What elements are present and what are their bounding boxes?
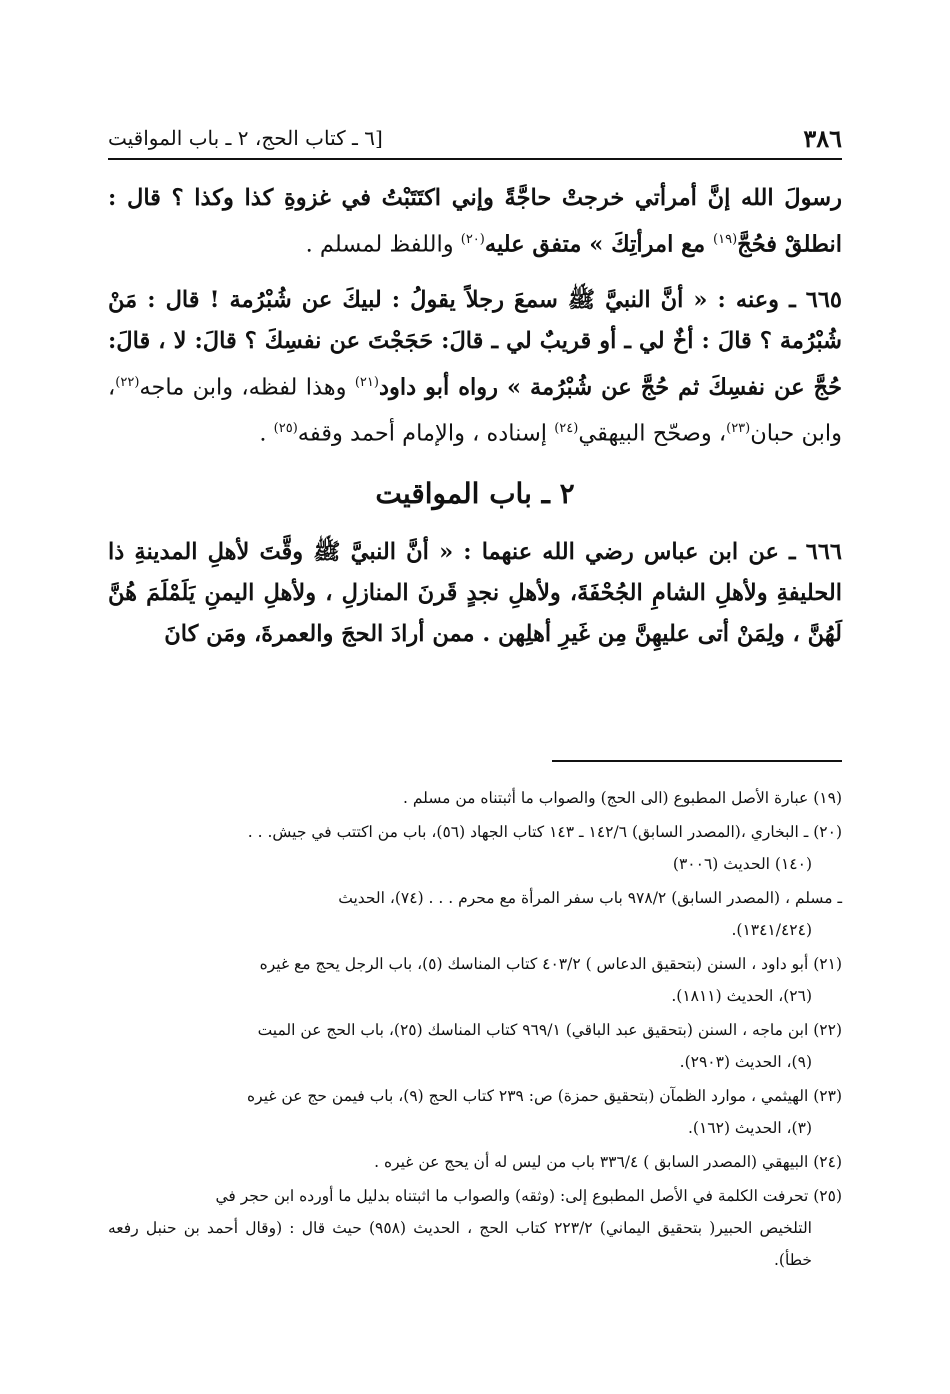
footnote-21: (٢١) أبو داود ، السنن (بتحقيق الدعاس ) ٤٠٣/٢ كتاب المناسك (٥)، باب الرجل يحج مع غيره (٢٦)، الحديث (١٨١١). <box>259 955 842 1005</box>
page-number: ٣٨٦ <box>803 123 842 153</box>
text-run: رسولَ الله إنَّ أمرأتي خرجتْ حاجَّةً وإني اكتَتَبْتُ في غزوةِ كذا وكذا ؟ قال : انطلقْ فحُجَّ <box>108 185 842 258</box>
footnotes <box>108 782 842 1278</box>
running-header <box>108 118 842 160</box>
text-run: وهذا لفظه، وابن ماجه <box>139 374 355 400</box>
main-text <box>108 178 842 669</box>
text-run: واللفظ لمسلم . <box>305 231 461 258</box>
text-run: . <box>259 420 274 447</box>
footnote-19: (١٩) عبارة الأصل المطبوع (الى الحج) والصواب ما أثبتناه من مسلم . <box>403 789 842 807</box>
footnote-ref[interactable]: (٢٤) <box>554 421 579 436</box>
footnote-divider <box>552 760 842 762</box>
footnote-ref[interactable]: (١٩) <box>713 232 738 247</box>
footnote-ref[interactable]: (٢٣) <box>726 421 751 436</box>
running-title: [٦ ـ كتاب الحج، ٢ ـ باب المواقيت <box>108 126 383 150</box>
footnote-22: (٢٢) ابن ماجه ، السنن (بتحقيق عبد الباقي) ٩٦٩/١ كتاب المناسك (٢٥)، باب الحج عن الميت (٩)، الحديث (٢٩٠٣). <box>257 1021 842 1071</box>
footnote-20: (٢٠) ـ البخاري ،(المصدر السابق) ١٤٢/٦ ـ ١٤٣ كتاب الجهاد (٥٦)، باب من اكتتب في جيش. . . (١٤٠) الحديث (٣٠٠٦) <box>247 823 842 873</box>
text-run: ٦٦٥ ـ وعنه : « أنَّ النبيَّ ﷺ سمعَ رجلاً يقولُ : لبيكَ عن شُبْرُمة ! قال : مَنْ شُبْرُمة ؟ قالَ : أخٌ لي ـ أو قريبٌ لي ـ قالَ: حَجَجْتَ عن نفسِكَ ؟ قالَ: لا ، قالَ: حُجَّ عن نفسِكَ ثم حُجَّ عن شُبْرُمة » رواه أبو داود <box>108 286 842 400</box>
hadith-665 <box>108 280 842 455</box>
hadith-666: ٦٦٦ ـ عن ابن عباس رضي الله عنهما : « أنَّ النبيَّ ﷺ وقَّتَ لأهلِ المدينةِ ذا الحليفةِ ولأهلِ الشامِ الجُحْفَةَ، ولأهلِ نجدٍ قَرنَ المنازلِ ، ولأهلِ اليمنِ يَلَمْلَمَ هُنَّ لَهُنَّ ، ولِمَنْ أتى عليهِنَّ مِن غَيرِ أهلِهن . ممن أرادَ الحجَ والعمرةَ، ومَن كانَ <box>108 538 842 647</box>
footnote-ref[interactable]: (٢٥) <box>273 421 298 436</box>
text-run: ، وصحّح البيهقي <box>578 420 727 447</box>
footnote-20-muslim: ـ مسلم ، (المصدر السابق) ٩٧٨/٢ باب سفر المرأة مع محرم . . . (٧٤)، الحديث (١٣٤١/٤٢٤). <box>338 889 842 939</box>
footnote-25: (٢٥) تحرفت الكلمة في الأصل المطبوع إلى: (وثقه) والصواب ما اثبتناه بدليل ما أورده ابن حجر في التلخيص الحبير( بتحقيق اليماني) ٢٢٣/٢ كتاب الحج ، الحديث (٩٥٨) حيث قال : (وقال أحمد بن حنبل رفعه خطأ). <box>108 1187 842 1269</box>
footnote-ref[interactable]: (٢٠) <box>460 232 485 247</box>
footnote-ref[interactable]: (٢١) <box>354 374 379 390</box>
text-run: مع امرأتِكَ » متفق عليه <box>484 231 714 258</box>
section-title: ٢ ـ باب المواقيت <box>375 476 575 510</box>
text-run: إسناده ، والإمام أحمد وقفه <box>297 420 555 447</box>
footnote-24: (٢٤) البيهقي (المصدر السابق ) ٣٣٦/٤ باب من ليس له أن يحج عن غيره . <box>374 1153 842 1171</box>
paragraph-continuation <box>108 178 842 266</box>
text-run: ، وابن حبان <box>108 374 842 447</box>
footnote-23: (٢٣) الهيثمي ، موارد الظمآن (بتحقيق حمزة) ص: ٢٣٩ كتاب الحج (٩)، باب فيمن حج عن غيره (٣)، الحديث (١٦٢). <box>247 1087 842 1137</box>
footnote-ref[interactable]: (٢٢) <box>115 374 140 390</box>
